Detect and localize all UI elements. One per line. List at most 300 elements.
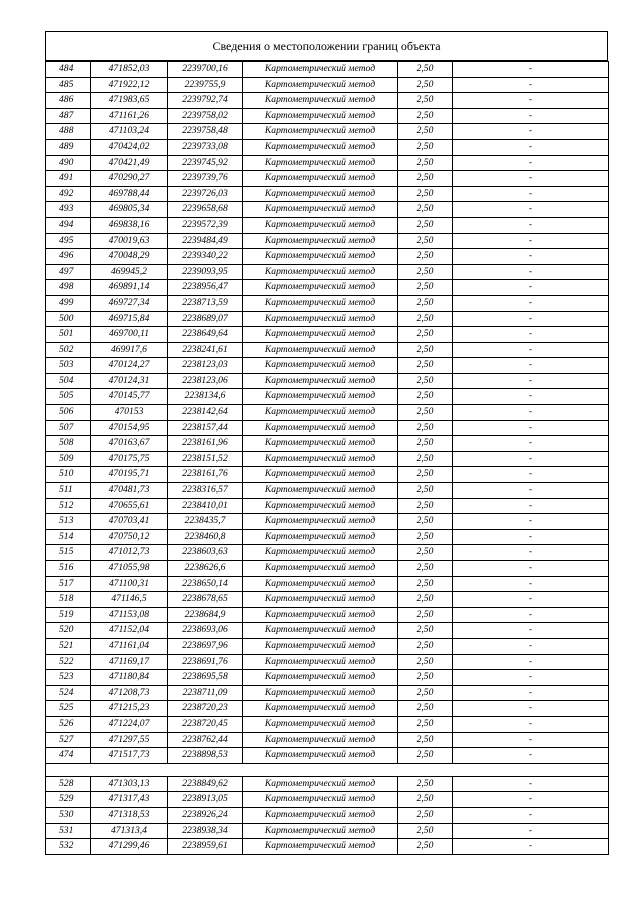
coord-x-cell: 469727,34 xyxy=(91,295,168,311)
table-row xyxy=(46,264,609,280)
description-cell: - xyxy=(453,839,609,855)
description-cell: - xyxy=(453,483,609,499)
point-number-cell: 513 xyxy=(46,514,91,530)
table-row xyxy=(46,171,609,187)
coord-x-cell: 469805,34 xyxy=(91,202,168,218)
coord-y-cell: 2238713,59 xyxy=(168,295,243,311)
description-cell: - xyxy=(453,77,609,93)
table-row xyxy=(46,342,609,358)
point-number-cell: 494 xyxy=(46,217,91,233)
coord-x-cell: 470703,41 xyxy=(91,514,168,530)
table-row xyxy=(46,93,609,109)
coord-y-cell: 2238913,05 xyxy=(168,792,243,808)
coord-x-cell: 470290,27 xyxy=(91,171,168,187)
accuracy-cell: 2,50 xyxy=(398,358,453,374)
accuracy-cell: 2,50 xyxy=(398,732,453,748)
coord-y-cell: 2238695,58 xyxy=(168,670,243,686)
point-number-cell: 514 xyxy=(46,529,91,545)
point-number-cell: 493 xyxy=(46,202,91,218)
accuracy-cell: 2,50 xyxy=(398,420,453,436)
table-row xyxy=(46,295,609,311)
accuracy-cell: 2,50 xyxy=(398,373,453,389)
description-cell: - xyxy=(453,607,609,623)
table-row xyxy=(46,654,609,670)
accuracy-cell: 2,50 xyxy=(398,93,453,109)
description-cell: - xyxy=(453,295,609,311)
description-cell: - xyxy=(453,311,609,327)
point-number-cell: 498 xyxy=(46,280,91,296)
description-cell: - xyxy=(453,807,609,823)
method-cell: Картометрический метод xyxy=(243,748,398,764)
method-cell: Картометрический метод xyxy=(243,186,398,202)
table-row xyxy=(46,358,609,374)
boundary-table xyxy=(45,61,609,855)
description-cell: - xyxy=(453,436,609,452)
table-row xyxy=(46,592,609,608)
description-cell: - xyxy=(453,233,609,249)
coord-y-cell: 2239739,76 xyxy=(168,171,243,187)
coord-x-cell: 471152,04 xyxy=(91,623,168,639)
coord-x-cell: 470421,49 xyxy=(91,155,168,171)
point-number-cell: 529 xyxy=(46,792,91,808)
point-number-cell: 532 xyxy=(46,839,91,855)
accuracy-cell: 2,50 xyxy=(398,514,453,530)
coord-x-cell: 471208,73 xyxy=(91,685,168,701)
description-cell: - xyxy=(453,576,609,592)
accuracy-cell: 2,50 xyxy=(398,217,453,233)
point-number-cell: 492 xyxy=(46,186,91,202)
point-number-cell: 523 xyxy=(46,670,91,686)
method-cell: Картометрический метод xyxy=(243,405,398,421)
coord-y-cell: 2239093,95 xyxy=(168,264,243,280)
point-number-cell: 508 xyxy=(46,436,91,452)
method-cell: Картометрический метод xyxy=(243,280,398,296)
method-cell: Картометрический метод xyxy=(243,77,398,93)
description-cell: - xyxy=(453,108,609,124)
method-cell: Картометрический метод xyxy=(243,732,398,748)
description-cell: - xyxy=(453,623,609,639)
method-cell: Картометрический метод xyxy=(243,373,398,389)
description-cell: - xyxy=(453,124,609,140)
coord-y-cell: 2239340,22 xyxy=(168,249,243,265)
description-cell: - xyxy=(453,202,609,218)
coord-y-cell: 2238316,57 xyxy=(168,483,243,499)
table-row xyxy=(46,685,609,701)
point-number-cell: 500 xyxy=(46,311,91,327)
description-cell: - xyxy=(453,529,609,545)
point-number-cell: 474 xyxy=(46,748,91,764)
table-row xyxy=(46,327,609,343)
method-cell: Картометрический метод xyxy=(243,623,398,639)
description-cell: - xyxy=(453,373,609,389)
coord-y-cell: 2238650,14 xyxy=(168,576,243,592)
method-cell: Картометрический метод xyxy=(243,467,398,483)
method-cell: Картометрический метод xyxy=(243,561,398,577)
coord-y-cell: 2238626,6 xyxy=(168,561,243,577)
point-number-cell: 485 xyxy=(46,77,91,93)
coord-x-cell: 470655,61 xyxy=(91,498,168,514)
point-number-cell: 522 xyxy=(46,654,91,670)
method-cell: Картометрический метод xyxy=(243,792,398,808)
method-cell: Картометрический метод xyxy=(243,514,398,530)
coord-x-cell: 471103,24 xyxy=(91,124,168,140)
description-cell: - xyxy=(453,451,609,467)
coord-x-cell: 471100,31 xyxy=(91,576,168,592)
description-cell: - xyxy=(453,638,609,654)
coord-x-cell: 470019,63 xyxy=(91,233,168,249)
coord-x-cell: 469700,11 xyxy=(91,327,168,343)
coord-x-cell: 471297,55 xyxy=(91,732,168,748)
method-cell: Картометрический метод xyxy=(243,638,398,654)
accuracy-cell: 2,50 xyxy=(398,327,453,343)
method-cell: Картометрический метод xyxy=(243,124,398,140)
method-cell: Картометрический метод xyxy=(243,685,398,701)
accuracy-cell: 2,50 xyxy=(398,792,453,808)
method-cell: Картометрический метод xyxy=(243,839,398,855)
method-cell: Картометрический метод xyxy=(243,358,398,374)
accuracy-cell: 2,50 xyxy=(398,529,453,545)
description-cell: - xyxy=(453,155,609,171)
accuracy-cell: 2,50 xyxy=(398,451,453,467)
table-row xyxy=(46,514,609,530)
accuracy-cell: 2,50 xyxy=(398,776,453,792)
description-cell: - xyxy=(453,792,609,808)
accuracy-cell: 2,50 xyxy=(398,483,453,499)
coord-y-cell: 2239484,49 xyxy=(168,233,243,249)
point-number-cell: 497 xyxy=(46,264,91,280)
description-cell: - xyxy=(453,716,609,732)
point-number-cell: 502 xyxy=(46,342,91,358)
spacer-cell xyxy=(46,763,609,776)
table-row xyxy=(46,62,609,78)
point-number-cell: 506 xyxy=(46,405,91,421)
point-number-cell: 518 xyxy=(46,592,91,608)
method-cell: Картометрический метод xyxy=(243,62,398,78)
coord-x-cell: 471303,13 xyxy=(91,776,168,792)
coord-y-cell: 2238697,96 xyxy=(168,638,243,654)
method-cell: Картометрический метод xyxy=(243,249,398,265)
coord-y-cell: 2238241,61 xyxy=(168,342,243,358)
table-row xyxy=(46,839,609,855)
coord-y-cell: 2239745,92 xyxy=(168,155,243,171)
table-row xyxy=(46,792,609,808)
table-title: Сведения о местоположении границ объекта xyxy=(45,31,608,61)
method-cell: Картометрический метод xyxy=(243,420,398,436)
accuracy-cell: 2,50 xyxy=(398,607,453,623)
accuracy-cell: 2,50 xyxy=(398,405,453,421)
method-cell: Картометрический метод xyxy=(243,823,398,839)
method-cell: Картометрический метод xyxy=(243,108,398,124)
document-frame xyxy=(45,31,608,855)
table-row xyxy=(46,311,609,327)
point-number-cell: 527 xyxy=(46,732,91,748)
point-number-cell: 528 xyxy=(46,776,91,792)
table-row xyxy=(46,108,609,124)
accuracy-cell: 2,50 xyxy=(398,108,453,124)
accuracy-cell: 2,50 xyxy=(398,545,453,561)
table-row xyxy=(46,623,609,639)
coord-y-cell: 2238762,44 xyxy=(168,732,243,748)
accuracy-cell: 2,50 xyxy=(398,280,453,296)
description-cell: - xyxy=(453,139,609,155)
table-row xyxy=(46,420,609,436)
coord-y-cell: 2239572,39 xyxy=(168,217,243,233)
coord-x-cell: 471317,43 xyxy=(91,792,168,808)
point-number-cell: 530 xyxy=(46,807,91,823)
method-cell: Картометрический метод xyxy=(243,701,398,717)
coord-y-cell: 2239758,02 xyxy=(168,108,243,124)
method-cell: Картометрический метод xyxy=(243,529,398,545)
point-number-cell: 511 xyxy=(46,483,91,499)
coord-x-cell: 470175,75 xyxy=(91,451,168,467)
description-cell: - xyxy=(453,545,609,561)
point-number-cell: 531 xyxy=(46,823,91,839)
description-cell: - xyxy=(453,498,609,514)
method-cell: Картометрический метод xyxy=(243,545,398,561)
point-number-cell: 512 xyxy=(46,498,91,514)
accuracy-cell: 2,50 xyxy=(398,249,453,265)
coord-y-cell: 2238134,6 xyxy=(168,389,243,405)
table-row xyxy=(46,732,609,748)
coord-x-cell: 470424,02 xyxy=(91,139,168,155)
description-cell: - xyxy=(453,264,609,280)
coord-y-cell: 2238720,23 xyxy=(168,701,243,717)
method-cell: Картометрический метод xyxy=(243,171,398,187)
table-row xyxy=(46,249,609,265)
coord-y-cell: 2238678,65 xyxy=(168,592,243,608)
table-row xyxy=(46,670,609,686)
point-number-cell: 509 xyxy=(46,451,91,467)
description-cell: - xyxy=(453,62,609,78)
table-row xyxy=(46,124,609,140)
coord-y-cell: 2238161,76 xyxy=(168,467,243,483)
description-cell: - xyxy=(453,420,609,436)
coord-y-cell: 2238410,01 xyxy=(168,498,243,514)
accuracy-cell: 2,50 xyxy=(398,233,453,249)
coord-x-cell: 469917,6 xyxy=(91,342,168,358)
method-cell: Картометрический метод xyxy=(243,202,398,218)
accuracy-cell: 2,50 xyxy=(398,823,453,839)
accuracy-cell: 2,50 xyxy=(398,467,453,483)
table-row xyxy=(46,233,609,249)
point-number-cell: 499 xyxy=(46,295,91,311)
method-cell: Картометрический метод xyxy=(243,498,398,514)
description-cell: - xyxy=(453,823,609,839)
coord-x-cell: 471983,65 xyxy=(91,93,168,109)
table-row xyxy=(46,280,609,296)
accuracy-cell: 2,50 xyxy=(398,389,453,405)
coord-x-cell: 469838,16 xyxy=(91,217,168,233)
table-spacer-row xyxy=(46,763,609,776)
method-cell: Картометрический метод xyxy=(243,264,398,280)
accuracy-cell: 2,50 xyxy=(398,654,453,670)
point-number-cell: 486 xyxy=(46,93,91,109)
coord-y-cell: 2239792,74 xyxy=(168,93,243,109)
coord-x-cell: 469715,84 xyxy=(91,311,168,327)
description-cell: - xyxy=(453,342,609,358)
description-cell: - xyxy=(453,217,609,233)
method-cell: Картометрический метод xyxy=(243,716,398,732)
coord-y-cell: 2238161,96 xyxy=(168,436,243,452)
description-cell: - xyxy=(453,358,609,374)
coord-x-cell: 471012,73 xyxy=(91,545,168,561)
table-row xyxy=(46,373,609,389)
coord-y-cell: 2239700,16 xyxy=(168,62,243,78)
description-cell: - xyxy=(453,327,609,343)
coord-y-cell: 2239758,48 xyxy=(168,124,243,140)
coord-y-cell: 2238123,06 xyxy=(168,373,243,389)
table-row xyxy=(46,716,609,732)
coord-y-cell: 2238959,61 xyxy=(168,839,243,855)
method-cell: Картометрический метод xyxy=(243,576,398,592)
accuracy-cell: 2,50 xyxy=(398,186,453,202)
description-cell: - xyxy=(453,186,609,202)
coord-x-cell: 470750,12 xyxy=(91,529,168,545)
point-number-cell: 515 xyxy=(46,545,91,561)
table-row xyxy=(46,529,609,545)
accuracy-cell: 2,50 xyxy=(398,77,453,93)
table-row xyxy=(46,807,609,823)
description-cell: - xyxy=(453,748,609,764)
coord-x-cell: 471180,84 xyxy=(91,670,168,686)
coord-y-cell: 2238691,76 xyxy=(168,654,243,670)
point-number-cell: 490 xyxy=(46,155,91,171)
accuracy-cell: 2,50 xyxy=(398,124,453,140)
coord-x-cell: 470195,71 xyxy=(91,467,168,483)
coord-x-cell: 471161,04 xyxy=(91,638,168,654)
table-row xyxy=(46,139,609,155)
description-cell: - xyxy=(453,732,609,748)
accuracy-cell: 2,50 xyxy=(398,436,453,452)
coord-x-cell: 471055,98 xyxy=(91,561,168,577)
table-row xyxy=(46,545,609,561)
coord-y-cell: 2238603,63 xyxy=(168,545,243,561)
description-cell: - xyxy=(453,93,609,109)
coord-x-cell: 470124,27 xyxy=(91,358,168,374)
accuracy-cell: 2,50 xyxy=(398,839,453,855)
accuracy-cell: 2,50 xyxy=(398,311,453,327)
point-number-cell: 505 xyxy=(46,389,91,405)
coord-y-cell: 2239755,9 xyxy=(168,77,243,93)
description-cell: - xyxy=(453,171,609,187)
point-number-cell: 488 xyxy=(46,124,91,140)
coord-y-cell: 2238460,8 xyxy=(168,529,243,545)
description-cell: - xyxy=(453,514,609,530)
coord-y-cell: 2238849,62 xyxy=(168,776,243,792)
table-row xyxy=(46,467,609,483)
accuracy-cell: 2,50 xyxy=(398,670,453,686)
point-number-cell: 524 xyxy=(46,685,91,701)
coord-x-cell: 471215,23 xyxy=(91,701,168,717)
coord-x-cell: 470153 xyxy=(91,405,168,421)
coord-x-cell: 470154,95 xyxy=(91,420,168,436)
coord-x-cell: 471318,53 xyxy=(91,807,168,823)
coord-y-cell: 2238938,34 xyxy=(168,823,243,839)
accuracy-cell: 2,50 xyxy=(398,498,453,514)
point-number-cell: 519 xyxy=(46,607,91,623)
coord-x-cell: 470481,73 xyxy=(91,483,168,499)
coord-y-cell: 2238689,07 xyxy=(168,311,243,327)
point-number-cell: 521 xyxy=(46,638,91,654)
coord-x-cell: 470048,29 xyxy=(91,249,168,265)
coord-y-cell: 2238720,45 xyxy=(168,716,243,732)
accuracy-cell: 2,50 xyxy=(398,807,453,823)
coord-x-cell: 471922,12 xyxy=(91,77,168,93)
accuracy-cell: 2,50 xyxy=(398,561,453,577)
description-cell: - xyxy=(453,685,609,701)
point-number-cell: 507 xyxy=(46,420,91,436)
table-row xyxy=(46,186,609,202)
point-number-cell: 516 xyxy=(46,561,91,577)
coord-y-cell: 2238123,03 xyxy=(168,358,243,374)
coord-x-cell: 471169,17 xyxy=(91,654,168,670)
accuracy-cell: 2,50 xyxy=(398,139,453,155)
accuracy-cell: 2,50 xyxy=(398,295,453,311)
coord-x-cell: 471299,46 xyxy=(91,839,168,855)
table-row xyxy=(46,405,609,421)
table-row xyxy=(46,701,609,717)
coord-x-cell: 471161,26 xyxy=(91,108,168,124)
description-cell: - xyxy=(453,280,609,296)
table-row xyxy=(46,607,609,623)
coord-y-cell: 2238157,44 xyxy=(168,420,243,436)
description-cell: - xyxy=(453,776,609,792)
coord-y-cell: 2239726,03 xyxy=(168,186,243,202)
point-number-cell: 501 xyxy=(46,327,91,343)
method-cell: Картометрический метод xyxy=(243,776,398,792)
method-cell: Картометрический метод xyxy=(243,607,398,623)
method-cell: Картометрический метод xyxy=(243,654,398,670)
accuracy-cell: 2,50 xyxy=(398,342,453,358)
description-cell: - xyxy=(453,670,609,686)
point-number-cell: 489 xyxy=(46,139,91,155)
coord-x-cell: 470145,77 xyxy=(91,389,168,405)
coord-x-cell: 471517,73 xyxy=(91,748,168,764)
point-number-cell: 484 xyxy=(46,62,91,78)
description-cell: - xyxy=(453,249,609,265)
point-number-cell: 504 xyxy=(46,373,91,389)
accuracy-cell: 2,50 xyxy=(398,748,453,764)
coord-x-cell: 469945,2 xyxy=(91,264,168,280)
table-row xyxy=(46,77,609,93)
accuracy-cell: 2,50 xyxy=(398,716,453,732)
point-number-cell: 517 xyxy=(46,576,91,592)
accuracy-cell: 2,50 xyxy=(398,155,453,171)
coord-x-cell: 471224,07 xyxy=(91,716,168,732)
coord-y-cell: 2238898,53 xyxy=(168,748,243,764)
method-cell: Картометрический метод xyxy=(243,436,398,452)
description-cell: - xyxy=(453,405,609,421)
method-cell: Картометрический метод xyxy=(243,389,398,405)
coord-y-cell: 2239658,68 xyxy=(168,202,243,218)
description-cell: - xyxy=(453,592,609,608)
description-cell: - xyxy=(453,654,609,670)
method-cell: Картометрический метод xyxy=(243,483,398,499)
table-row xyxy=(46,638,609,654)
method-cell: Картометрический метод xyxy=(243,670,398,686)
method-cell: Картометрический метод xyxy=(243,311,398,327)
coord-x-cell: 469788,44 xyxy=(91,186,168,202)
coord-y-cell: 2238956,47 xyxy=(168,280,243,296)
table-row xyxy=(46,776,609,792)
coord-y-cell: 2238926,24 xyxy=(168,807,243,823)
table-row xyxy=(46,389,609,405)
table-row xyxy=(46,202,609,218)
description-cell: - xyxy=(453,561,609,577)
accuracy-cell: 2,50 xyxy=(398,264,453,280)
method-cell: Картометрический метод xyxy=(243,233,398,249)
coord-x-cell: 470163,67 xyxy=(91,436,168,452)
